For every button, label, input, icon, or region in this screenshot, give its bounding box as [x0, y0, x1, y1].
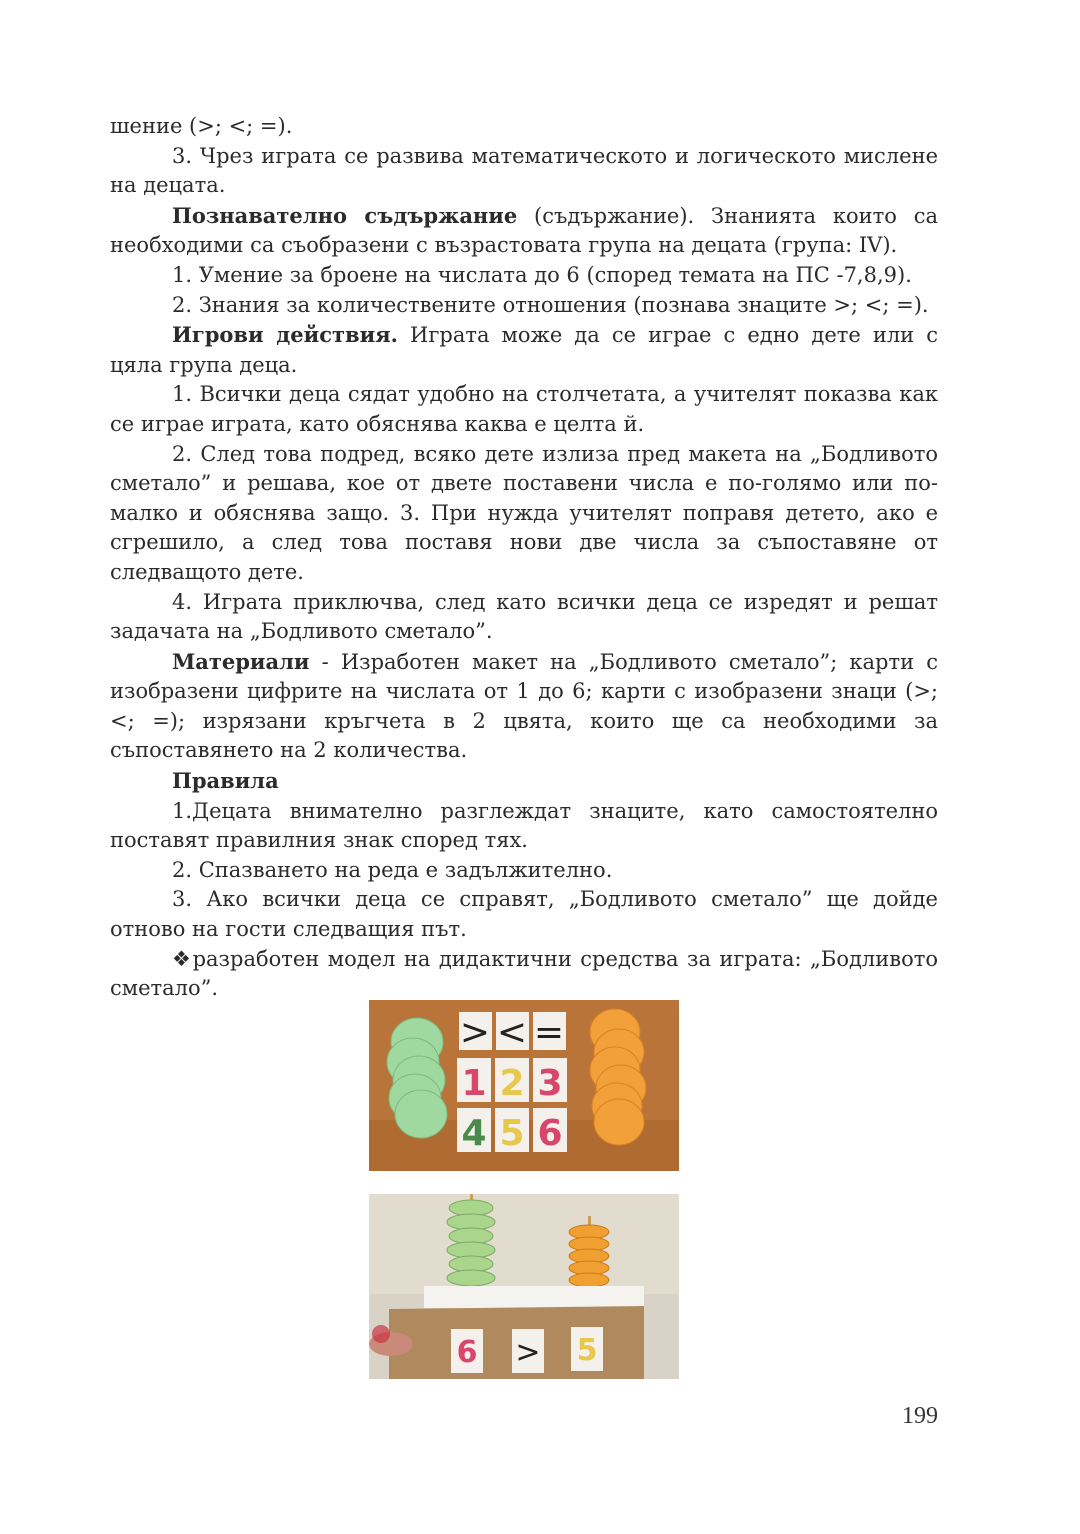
abacus-photo — [369, 1194, 679, 1379]
digit-label: 4 — [461, 1113, 487, 1154]
paragraph — [110, 320, 938, 380]
sign-label: > — [459, 1012, 491, 1053]
paragraph: 2. Знания за количествените отношения (познава знаците >; <; =). — [172, 292, 929, 317]
paragraph: ❖разработен модел на дидактични средства за играта: „Бодливото сметало”. — [110, 946, 938, 1001]
page-number: 199 — [902, 1403, 938, 1429]
paragraph: 1.Децата внимателно разглеждат знаците, като самостоятелно поставят правилния знак според тях. — [110, 798, 938, 853]
paragraph — [110, 201, 938, 261]
orange-abacus-discs — [569, 1225, 609, 1287]
section-heading: Игрови действия. — [172, 322, 398, 348]
paragraph-text: Играта може да се играе с едно дете или с цяла група деца. — [110, 323, 938, 377]
section-heading: Познавателно съдържание — [172, 202, 518, 228]
materials-illustration — [369, 1000, 679, 1171]
digit-label: 3 — [537, 1063, 563, 1104]
paragraph — [110, 766, 938, 797]
paragraph: 4. Играта приключва, след като всички деца се изредят и решат задачата на „Бодливото сметало”. — [110, 589, 938, 644]
card-label: > — [515, 1335, 541, 1370]
section-heading: Правила — [172, 768, 279, 794]
card-label: 5 — [576, 1333, 598, 1368]
green-disc — [395, 1090, 447, 1138]
paragraph: 3. Чрез играта се развива математическото и логическото мислене на децата. — [110, 143, 938, 198]
digit-label: 2 — [499, 1063, 525, 1104]
paragraph: 2. Спазването на реда е задължително. — [172, 857, 613, 882]
paragraph — [110, 647, 938, 766]
digit-label: 6 — [537, 1113, 563, 1154]
paragraph-text: (съдържание). Знанията които са необходими са съобразени с възрастовата група на децата (група: IV). — [110, 203, 938, 258]
abacus-illustration — [369, 1194, 679, 1379]
green-abacus-disc — [447, 1270, 495, 1286]
orange-disc — [594, 1099, 644, 1145]
digit-label: 5 — [499, 1113, 525, 1154]
sign-cards — [459, 1012, 566, 1053]
orange-discs — [590, 1009, 646, 1145]
green-discs — [387, 1018, 447, 1138]
paragraph: 3. Ако всички деца се справят, „Бодливото сметало” ще дойде отново на гости следващия път. — [110, 887, 938, 942]
paragraph: шение (>; <; =). — [110, 114, 293, 138]
sign-label: < — [496, 1012, 528, 1053]
paragraph: 1. Всички деца сядат удобно на столчетата, а учителят показва как се играе играта, като обяснява каква е целта й. — [110, 382, 938, 436]
abacus-top-board — [424, 1286, 644, 1308]
orange-abacus-disc — [569, 1273, 609, 1287]
digit-label: 1 — [461, 1063, 487, 1104]
paragraph-text: - Изработен макет на „Бодливото сметало”; карти с изобразени цифрите на числата от 1 до 6; карти с изобразени знаци (>; <; =); изрязани кръгчета в 2 цвята, които ще са необходими за съпоставянето на 2 количества. — [110, 649, 938, 763]
paragraph: 1. Умение за броене на числата до 6 (според темата на ПС -7,8,9). — [172, 262, 912, 287]
sign-label: = — [533, 1012, 565, 1053]
section-heading: Материали — [172, 648, 310, 674]
paragraph: 2. След това подред, всяко дете излиза пред макета на „Бодливото сметало” и решава, кое от двете поставени числа е по-голямо или по-малко и обяснява защо. 3. При нужда учителят поправя детето, ако е сгрешило, а след това поставя нови две числа за съпоставяне от следващото дете. — [110, 441, 938, 584]
card-label: 6 — [456, 1335, 478, 1370]
materials-photo — [369, 1000, 679, 1171]
body-text — [110, 112, 938, 1004]
